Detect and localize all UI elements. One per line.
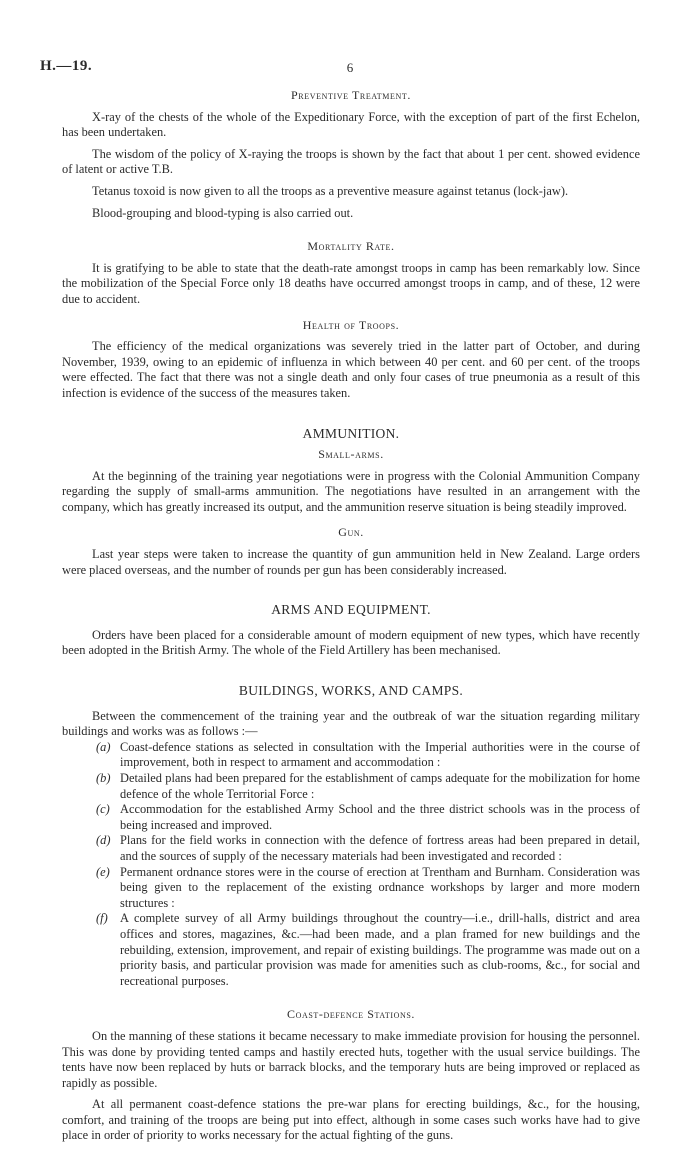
section-heading-preventive: Preventive Treatment. [291,88,411,102]
list-item [96,833,640,864]
paragraph: It is gratifying to be able to state that the death-rate amongst troops in camp has been remarkably low. Since the mobilization of the Special Force only 18 deaths have occurred amongst troops in camp, and of these, 12 were due to accident. [62,260,640,306]
section-heading-buildings: BUILDINGS, WORKS, AND CAMPS. [238,683,464,699]
list-item [96,911,640,989]
paragraph: The wisdom of the policy of X-raying the troops is shown by the fact that about 1 per cent. showed evidence of latent or active T.B. [62,146,640,177]
list-item [96,739,640,771]
section-heading-health: Health of Troops. [302,317,400,332]
section-heading-mortality: Mortality Rate. [307,239,395,254]
paragraph: Last year steps were taken to increase the quantity of gun ammunition held in New Zealand. Large orders were placed overseas, and the number of rounds per gun has been considerably increased. [62,547,640,577]
item-label: (f) [96,911,108,926]
item-text: Accommodation for the established Army School and the three district schools was in the process of being increased and improved. [120,802,640,832]
subheading-small-arms: Small-arms. [318,447,384,462]
item-text: A complete survey of all Army buildings throughout the country—i.e., drill-halls, district and area offices and stores, magazines, &c.—had been made, and a plan framed for new buildings and the rebuilding, extension, improvement, and repair of existing buildings. The programme was made out on a priority basis, and particular provision was made for amenities such as club-rooms, &c., for social and recreational purposes. [120,911,640,988]
paragraph: Orders have been placed for a considerable amount of modern equipment of new types, which have recently been adopted in the British Army. The whole of the Field Artillery has been mechanised. [62,627,640,658]
paragraph: Between the commencement of the training year and the outbreak of war the situation regarding military buildings and works was as follows :— [62,708,640,739]
subheading-gun: Gun. [338,525,364,540]
page-number: 6 [346,60,354,75]
item-label: (e) [96,864,110,879]
document-code: H.—19. [40,58,93,74]
item-label: (c) [96,802,110,817]
paragraph: Blood-grouping and blood-typing is also carried out. [92,205,354,220]
item-label: (d) [96,833,111,848]
section-heading-ammunition: AMMUNITION. [302,425,400,441]
section-heading-coast: Coast-defence Stations. [286,1007,416,1022]
list-item [96,771,640,802]
paragraph: The efficiency of the medical organizations was severely tried in the latter part of October, and during November, 1939, owing to an epidemic of influenza in which between 40 per cent. and 60 per cent. of the troops were effected. The fact that there was not a single death and only four cases of true pneumonia as a result of this infection is evidence of the success of the measures taken. [62,339,640,400]
item-text: Plans for the field works in connection with the defence of fortress areas had been prepared in detail, and the sources of supply of the necessary materials had been investigated and recorded : [120,833,640,863]
item-text: Permanent ordnance stores were in the course of erection at Trentham and Burnham. Consideration was being given to the replacement of the existing ordnance workshops by larger and more modern structures : [120,864,640,910]
paragraph: At all permanent coast-defence stations the pre-war plans for erecting buildings, &c., for the housing, comfort, and training of the troops are being put into effect, although in some cases such works have had to give place in order of priority to works necessary for the actual fighting of the guns. [62,1097,640,1143]
item-text: Detailed plans had been prepared for the establishment of camps adequate for the mobilization for home defence of the whole Territorial Force : [120,771,640,801]
section-heading-arms: ARMS AND EQUIPMENT. [271,602,431,618]
list-item [96,802,640,833]
paragraph: At the beginning of the training year negotiations were in progress with the Colonial Ammunition Company regarding the supply of small-arms ammunition. The negotiations have resulted in an arrangement with the company, which has greatly increased its output, and the ammunition reserve situation is being steadily improved. [62,468,640,514]
item-label: (b) [96,771,111,785]
paragraph: On the manning of these stations it became necessary to make immediate provision for housing the personnel. This was done by providing tented camps and hastily erected huts, together with the usual service buildings. The tents have now been replaced by huts or barrack blocks, and the temporary huts are being improved or replaced as rapidly as possible. [62,1028,640,1090]
item-label: (a) [96,739,111,754]
paragraph: Tetanus toxoid is now given to all the troops as a preventive measure against tetanus (lock-jaw). [92,183,569,198]
paragraph: X-ray of the chests of the whole of the Expeditionary Force, with the exception of part of the first Echelon, has been undertaken. [62,109,640,140]
list-item [96,864,640,912]
buildings-list [62,740,640,990]
document-body [62,88,640,1144]
item-text: Coast-defence stations as selected in consultation with the Imperial authorities were in the course of improvement, both in respect to armament and accommodation : [120,739,640,770]
